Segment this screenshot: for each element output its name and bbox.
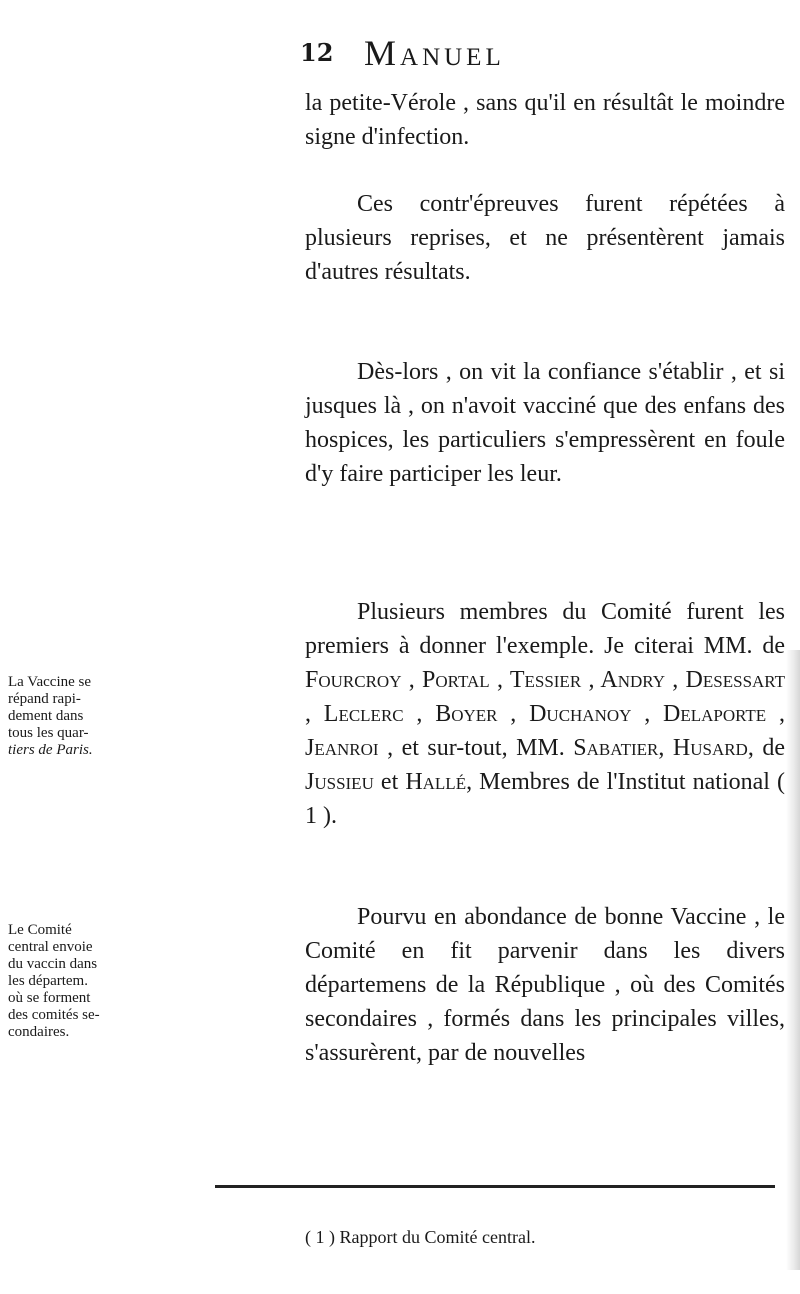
- p4-outro: , Membres de l'Institut national ( 1 ).: [305, 769, 785, 829]
- paragraph-3: [305, 355, 785, 491]
- margin-note-line: répand rapi-: [8, 691, 81, 707]
- paragraph-1: [305, 86, 785, 154]
- p4-mid-3: et: [373, 769, 406, 795]
- paragraph-5: [305, 900, 785, 1070]
- margin-note-line: des comités se-: [8, 1007, 100, 1023]
- p4-names-2: Sabatier, Husard: [573, 735, 748, 761]
- paragraph-4-text: [305, 595, 785, 833]
- margin-note-line: tous les quar-: [8, 725, 89, 741]
- p4-names-4: Hallé: [405, 769, 467, 795]
- margin-note-line: central envoie: [8, 939, 93, 955]
- p4-mid: , et sur-tout, MM.: [378, 735, 574, 761]
- margin-note-line: Le Comité: [8, 922, 72, 938]
- footnote-rule: [215, 1185, 775, 1188]
- margin-note-vaccine-paris: [8, 674, 128, 759]
- paragraph-2: [305, 187, 785, 289]
- p4-mid-2: , de: [747, 735, 785, 761]
- page-number: 12: [300, 38, 334, 67]
- running-title: Manuel: [364, 33, 505, 73]
- p4-intro: Plusieurs membres du Comité furent les premiers à donner l'exemple. Je citerai MM. de: [305, 599, 785, 659]
- paragraph-2-text: Ces contr'épreuves furent répétées à plusieurs reprises, et ne présentèrent jamais d'autres résultats.: [305, 191, 785, 285]
- footnote: ( 1 ) Rapport du Comité central.: [305, 1227, 536, 1247]
- running-header: [300, 33, 800, 78]
- margin-note-line: les départem.: [8, 973, 88, 989]
- paragraph-3-text: Dès-lors , on vit la confiance s'établir , et si jusques là , on n'avoit vacciné que des enfans des hospices, les particuliers s'empressèrent en foule d'y faire participer les leur.: [305, 359, 785, 487]
- margin-note-line: condaires.: [8, 1024, 70, 1040]
- paragraph-5-text: Pourvu en abondance de bonne Vaccine , le Comité en fit parvenir dans les divers départemens de la République , où des Comités secondaires , formés dans les principales villes, s'assurèrent, par de nouvelles: [305, 904, 785, 1066]
- margin-note-comite-central: [8, 922, 128, 1041]
- p4-names-1: Fourcroy , Portal , Tessier , Andry , Desessart , Leclerc , Boyer , Duchanoy , Delaporte , Jeanroi: [305, 667, 785, 761]
- paragraph-4: [305, 595, 785, 833]
- margin-note-line: où se forment: [8, 990, 91, 1006]
- margin-note-line: du vaccin dans: [8, 956, 98, 972]
- page-edge-shadow: [786, 650, 800, 1270]
- margin-note-line: La Vaccine se: [8, 674, 92, 690]
- paragraph-1-text: la petite-Vérole , sans qu'il en résultât le moindre signe d'infection.: [305, 90, 785, 150]
- margin-note-line: tiers de Paris.: [8, 742, 93, 758]
- margin-note-line: dement dans: [8, 708, 84, 724]
- p4-names-3: Jussieu: [305, 769, 374, 795]
